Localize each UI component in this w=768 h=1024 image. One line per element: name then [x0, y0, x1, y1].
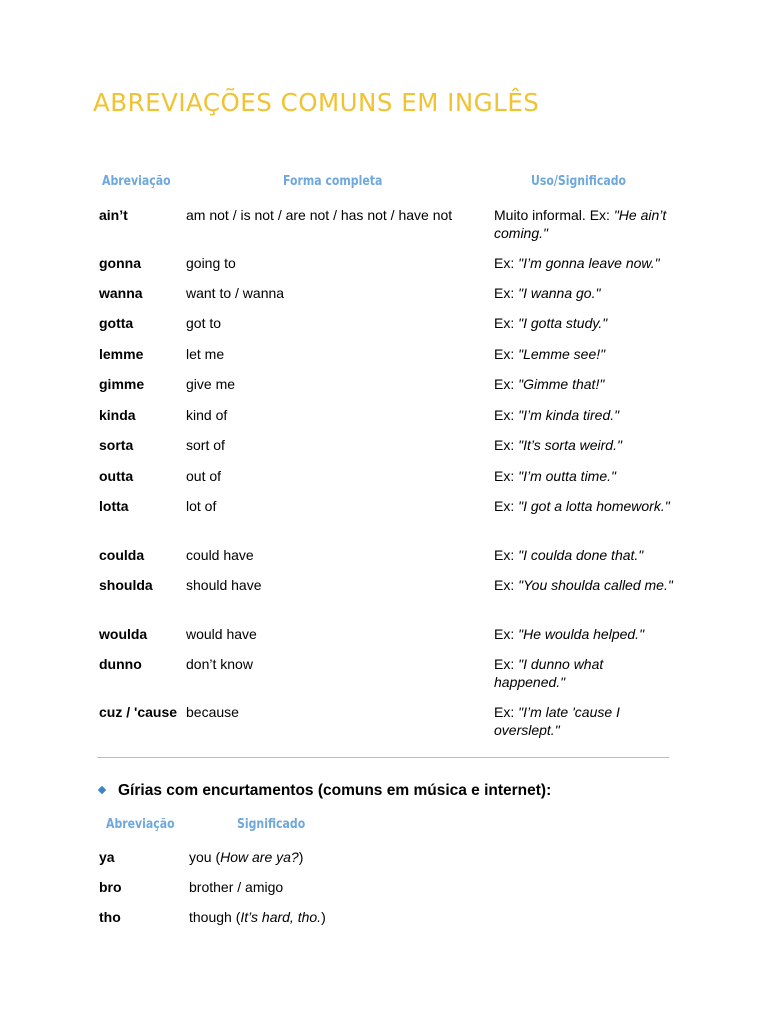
slang-meaning-cell	[189, 849, 489, 867]
full-form-cell: would have	[186, 626, 257, 642]
usage-cell	[494, 255, 674, 273]
usage-prefix: Ex:	[494, 577, 519, 593]
abbreviation-cell: ain’t	[99, 207, 128, 223]
abbreviation-cell: kinda	[99, 407, 136, 423]
abbreviation-cell: outta	[99, 468, 134, 484]
usage-cell	[494, 498, 674, 516]
header-forma-completa: Forma completa	[283, 174, 383, 189]
usage-example: "Lemme see!"	[518, 346, 606, 362]
meaning-example: It’s hard, tho.	[240, 909, 322, 925]
usage-example: "I’m outta time."	[518, 468, 616, 484]
header-abreviacao: Abreviação	[102, 174, 171, 189]
usage-cell	[494, 285, 674, 303]
usage-example: "I wanna go."	[518, 285, 601, 301]
slang-meaning-cell	[189, 909, 489, 927]
full-form-cell: don’t know	[186, 656, 253, 672]
usage-cell	[494, 407, 674, 425]
abbreviation-cell: cuz / 'cause	[99, 704, 178, 720]
usage-prefix: Ex:	[494, 547, 519, 563]
usage-prefix: Ex:	[494, 656, 519, 672]
abbreviation-cell: coulda	[99, 547, 145, 563]
usage-example: "It’s sorta weird."	[518, 437, 622, 453]
abbreviation-cell: gimme	[99, 376, 145, 392]
usage-example: "I gotta study."	[518, 315, 608, 331]
usage-cell	[494, 656, 674, 691]
usage-cell	[494, 468, 674, 486]
abbreviation-cell: sorta	[99, 437, 134, 453]
usage-prefix: Muito informal. Ex:	[494, 207, 614, 223]
usage-cell	[494, 437, 674, 455]
abbreviation-cell: wanna	[99, 285, 143, 301]
usage-prefix: Ex:	[494, 315, 519, 331]
usage-prefix: Ex:	[494, 626, 519, 642]
usage-example: "Gimme that!"	[518, 376, 605, 392]
full-form-cell: sort of	[186, 437, 225, 453]
usage-cell	[494, 704, 674, 739]
usage-example: "I’m late 'cause I overslept."	[494, 704, 620, 738]
usage-prefix: Ex:	[494, 437, 519, 453]
usage-example: "I’m gonna leave now."	[518, 255, 660, 271]
abbreviation-cell: lemme	[99, 346, 144, 362]
slang-header-significado: Significado	[237, 817, 306, 832]
full-form-cell: am not / is not / are not / has not / have not	[186, 207, 453, 223]
usage-example: "I got a lotta homework."	[518, 498, 670, 514]
slang-meaning-cell	[189, 879, 489, 897]
abbreviation-cell: gonna	[99, 255, 141, 271]
full-form-cell: let me	[186, 346, 225, 362]
slang-abbreviation-cell: ya	[99, 849, 115, 865]
usage-prefix: Ex:	[494, 468, 519, 484]
usage-example: "He ain’t coming."	[494, 207, 667, 241]
usage-cell	[494, 626, 674, 644]
slang-abbreviation-cell: tho	[99, 909, 121, 925]
full-form-cell: lot of	[186, 498, 217, 514]
full-form-cell: got to	[186, 315, 222, 331]
abbreviation-cell: shoulda	[99, 577, 153, 593]
full-form-cell: give me	[186, 376, 236, 392]
full-form-cell: out of	[186, 468, 222, 484]
abbreviation-cell: lotta	[99, 498, 129, 514]
usage-example: "I coulda done that."	[518, 547, 644, 563]
abbreviation-cell: dunno	[99, 656, 142, 672]
slang-abbreviation-cell: bro	[99, 879, 122, 895]
full-form-cell: because	[186, 704, 239, 720]
section-heading: Gírias com encurtamentos (comuns em música e internet):	[118, 782, 552, 799]
full-form-cell: should have	[186, 577, 262, 593]
usage-cell	[494, 376, 674, 394]
full-form-cell: want to / wanna	[186, 285, 285, 301]
meaning-text-end: )	[321, 909, 326, 925]
usage-prefix: Ex:	[494, 407, 519, 423]
header-uso-significado: Uso/Significado	[531, 174, 627, 189]
usage-prefix: Ex:	[494, 498, 519, 514]
full-form-cell: kind of	[186, 407, 228, 423]
usage-example: "He woulda helped."	[518, 626, 645, 642]
usage-example: "I dunno what happened."	[494, 656, 604, 690]
abbreviation-cell: woulda	[99, 626, 148, 642]
page-title: ABREVIAÇÕES COMUNS EM INGLÊS	[93, 88, 540, 117]
slang-header-abreviacao: Abreviação	[106, 817, 175, 832]
usage-prefix: Ex:	[494, 285, 519, 301]
full-form-cell: going to	[186, 255, 236, 271]
diamond-bullet-icon	[98, 786, 106, 794]
usage-cell	[494, 346, 674, 364]
usage-prefix: Ex:	[494, 255, 519, 271]
meaning-text: brother / amigo	[189, 879, 284, 895]
meaning-text-end: )	[298, 849, 304, 865]
abbreviation-cell: gotta	[99, 315, 134, 331]
meaning-text: you (	[189, 849, 221, 865]
usage-example: "You shoulda called me."	[518, 577, 673, 593]
section-divider	[97, 757, 669, 758]
usage-example: "I’m kinda tired."	[518, 407, 620, 423]
usage-prefix: Ex:	[494, 704, 519, 720]
meaning-example: How are ya?	[220, 849, 299, 865]
usage-cell	[494, 547, 674, 565]
usage-cell	[494, 577, 674, 595]
usage-cell	[494, 207, 674, 242]
usage-cell	[494, 315, 674, 333]
meaning-text: though (	[189, 909, 241, 925]
usage-prefix: Ex:	[494, 376, 519, 392]
full-form-cell: could have	[186, 547, 254, 563]
usage-prefix: Ex:	[494, 346, 519, 362]
